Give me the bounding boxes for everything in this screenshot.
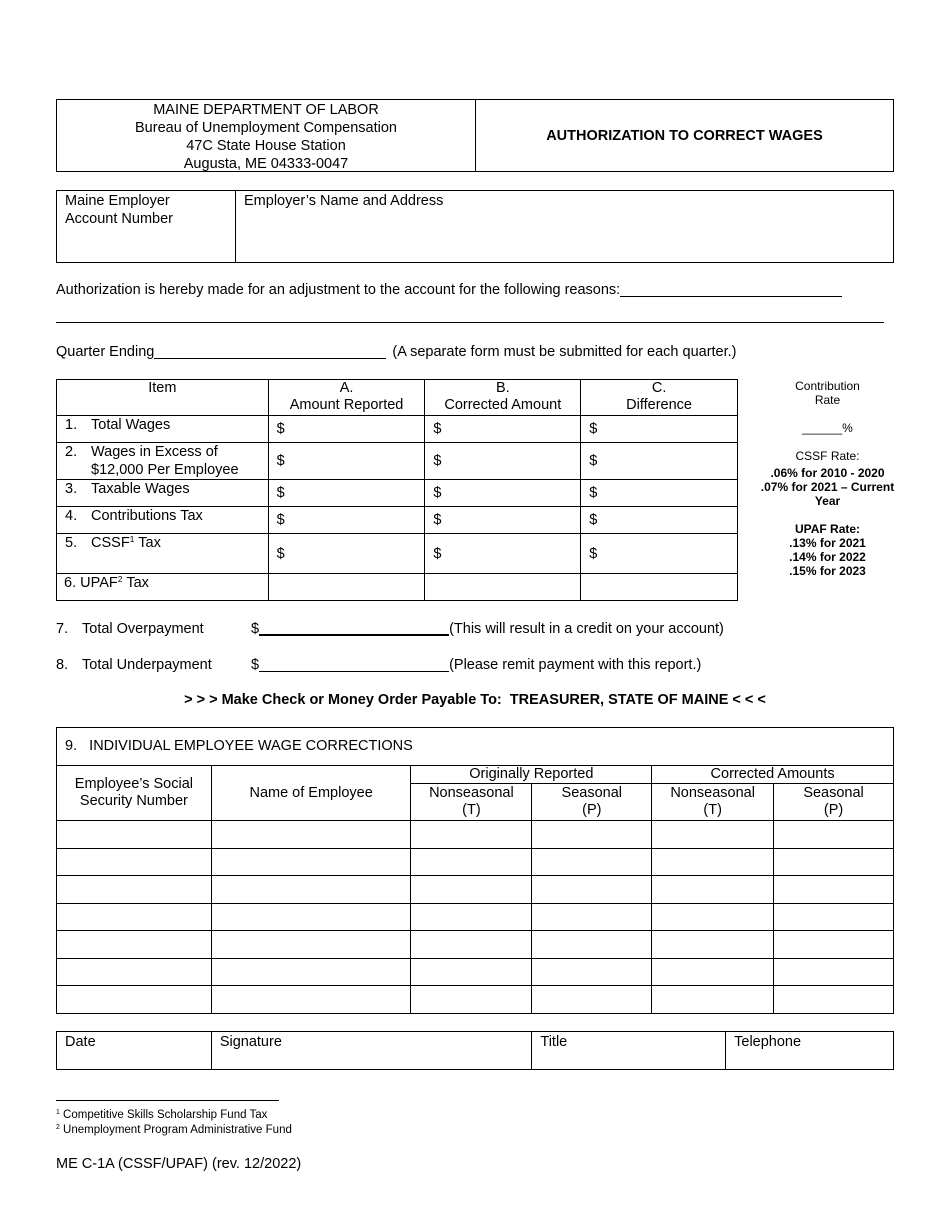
corr-nonseasonal-header: Nonseasonal (T) [652,784,774,821]
orig-seasonal-cell[interactable] [532,986,652,1014]
cssf-tax-reported[interactable]: $ [268,534,425,574]
agency-city: Augusta, ME 04333-0047 [183,156,349,172]
signature-field[interactable] [211,1032,532,1070]
taxable-wages-reported[interactable]: $ [268,480,425,507]
orig-seasonal-cell[interactable] [532,903,652,931]
orig-seasonal-cell[interactable] [532,821,652,849]
ssn-cell[interactable] [57,821,212,849]
orig-seasonal-cell[interactable] [532,848,652,876]
contribution-rate-label-2: Rate [814,393,841,407]
total-wages-difference[interactable]: $ [581,416,738,443]
corr-seasonal-cell[interactable] [774,848,894,876]
name-cell[interactable] [211,848,411,876]
total-overpayment-note: (This will result in a credit on your account) [449,621,724,637]
corr-nonseasonal-cell[interactable] [652,931,774,959]
reason-input-line-1[interactable] [620,281,842,297]
item-label: 3. Taxable Wages [57,480,269,507]
excess-wages-corrected[interactable]: $ [425,443,581,480]
contribution-rate-input[interactable]: ______% [802,421,853,435]
employer-account-label-2: Account Number [65,211,173,227]
employer-name-address-label: Employer’s Name and Address [244,193,444,209]
corr-nonseasonal-cell[interactable] [652,876,774,904]
upaf-rate-title: UPAF Rate: [794,522,861,536]
corr-seasonal-cell[interactable] [774,821,894,849]
orig-nonseasonal-cell[interactable] [411,903,532,931]
corr-nonseasonal-cell[interactable] [652,986,774,1014]
taxable-wages-corrected[interactable]: $ [425,480,581,507]
name-cell[interactable] [211,958,411,986]
table-row [57,903,894,931]
agency-street: 47C State House Station [186,138,346,154]
table-row [57,876,894,904]
name-cell[interactable] [211,986,411,1014]
item-label: 6. UPAF$^2$ Tax [57,574,269,601]
total-overpayment-row [56,620,724,637]
orig-nonseasonal-cell[interactable] [411,876,532,904]
ssn-cell[interactable] [57,986,212,1014]
total-wages-reported[interactable]: $ [268,416,425,443]
corr-seasonal-cell[interactable] [774,931,894,959]
cssf-tax-difference[interactable]: $ [581,534,738,574]
signature-label: Signature [219,1034,282,1050]
row-taxable-wages [57,480,738,507]
wage-correction-table [56,379,738,601]
taxable-wages-difference[interactable]: $ [581,480,738,507]
upaf-rate-line: .13% for 2021 [789,536,866,550]
quarter-note: (A separate form must be submitted for each quarter.) [392,344,737,360]
telephone-field[interactable] [726,1032,894,1070]
employer-account-field[interactable] [57,191,236,262]
row-total-wages [57,416,738,443]
quarter-ending-row [56,343,737,360]
item-label: 1. Total Wages [57,416,269,443]
table-row [57,931,894,959]
orig-nonseasonal-cell[interactable] [411,821,532,849]
date-label: Date [65,1034,96,1050]
item-label: 5. CSSF$^1$ Tax [57,534,269,574]
contribution-rate-label: Contribution [795,379,860,393]
row-upaf-tax [57,574,738,601]
footnote-divider [56,1100,279,1101]
corr-seasonal-cell[interactable] [774,958,894,986]
corrected-amounts-header: Corrected Amounts [652,766,894,784]
orig-seasonal-header: Seasonal (P) [532,784,652,821]
form-id: ME C-1A (CSSF/UPAF) (rev. 12/2022) [56,1156,302,1172]
upaf-tax-corrected[interactable] [425,574,581,601]
name-cell[interactable] [211,903,411,931]
ssn-header: Employee’s Social Security Number [57,766,212,821]
contributions-tax-difference[interactable]: $ [581,507,738,534]
item-header: Item [57,380,269,416]
authorization-statement [56,281,884,298]
total-overpayment-label: Total Overpayment [82,621,204,637]
ssn-cell[interactable] [57,931,212,959]
orig-nonseasonal-header: Nonseasonal (T) [411,784,532,821]
name-cell[interactable] [211,876,411,904]
total-underpayment-note: (Please remit payment with this report.) [449,657,702,673]
total-underpayment-input[interactable] [259,656,449,672]
total-overpayment-input[interactable] [259,620,449,636]
form-header [56,99,894,172]
item-number: 8. [56,657,69,673]
total-underpayment-row [56,656,701,673]
corr-nonseasonal-cell[interactable] [652,958,774,986]
item-label: 4. Contributions Tax [57,507,269,534]
employer-account-label: Maine Employer [65,193,170,209]
employee-wage-corrections-table [56,727,894,1014]
orig-nonseasonal-cell[interactable] [411,931,532,959]
reason-input-line-2[interactable] [56,322,884,323]
agency-address [57,100,476,171]
contributions-tax-reported[interactable]: $ [268,507,425,534]
cssf-rate-title: CSSF Rate: [795,449,860,463]
title-field[interactable] [532,1032,726,1070]
upaf-rate-line: .15% for 2023 [789,564,866,578]
corr-nonseasonal-cell[interactable] [652,821,774,849]
excess-wages-reported[interactable]: $ [268,443,425,480]
authorization-text: Authorization is hereby made for an adjustment to the account for the following reasons: [56,282,621,298]
ssn-cell[interactable] [57,848,212,876]
table-row [57,958,894,986]
quarter-ending-input[interactable] [154,343,386,359]
currency-symbol: $ [251,621,260,637]
corr-seasonal-cell[interactable] [774,986,894,1014]
corr-seasonal-header: Seasonal (P) [774,784,894,821]
telephone-label: Telephone [734,1034,802,1050]
agency-name: MAINE DEPARTMENT OF LABOR [153,102,379,118]
total-wages-corrected[interactable]: $ [425,416,581,443]
item-number: 7. [56,621,69,637]
section-title: 9. INDIVIDUAL EMPLOYEE WAGE CORRECTIONS [57,728,894,766]
contributions-tax-corrected[interactable]: $ [425,507,581,534]
orig-seasonal-cell[interactable] [532,958,652,986]
corr-seasonal-cell[interactable] [774,876,894,904]
upaf-tax-difference[interactable] [581,574,738,601]
row-contributions-tax [57,507,738,534]
orig-seasonal-cell[interactable] [532,931,652,959]
table-row [57,848,894,876]
upaf-tax-reported[interactable] [268,574,425,601]
date-field[interactable] [57,1032,212,1070]
name-cell[interactable] [211,931,411,959]
table-row [57,821,894,849]
signature-block [56,1031,894,1070]
wage-table-header [57,380,738,416]
amount-reported-header: A. Amount Reported [268,380,425,416]
row-cssf-tax [57,534,738,574]
name-cell[interactable] [211,821,411,849]
corrected-amount-header: B. Corrected Amount [425,380,581,416]
corr-seasonal-cell[interactable] [774,903,894,931]
currency-symbol: $ [251,657,260,673]
item-label: 2. Wages in Excess of $12,000 Per Employee [57,443,269,480]
bureau-name: Bureau of Unemployment Compensation [135,120,397,136]
ssn-cell[interactable] [57,958,212,986]
orig-nonseasonal-cell[interactable] [411,986,532,1014]
ssn-cell[interactable] [57,876,212,904]
quarter-ending-label: Quarter Ending [56,344,155,360]
originally-reported-header: Originally Reported [411,766,652,784]
cssf-rate-line: .07% for 2021 – Current [760,480,895,494]
payable-notice: > > > Make Check or Money Order Payable To: TREASURER, STATE OF MAINE < < < [184,692,766,708]
excess-wages-difference[interactable]: $ [581,443,738,480]
cssf-tax-corrected[interactable]: $ [425,534,581,574]
table-row [57,986,894,1014]
rate-info-panel [746,379,909,578]
cssf-rate-line: Year [814,494,841,508]
employer-info [56,190,894,263]
upaf-rate-line: .14% for 2022 [789,550,866,564]
orig-nonseasonal-cell[interactable] [411,848,532,876]
footnote-1: $^1$ Competitive Skills Scholarship Fund Tax [56,1109,268,1121]
form-title: AUTHORIZATION TO CORRECT WAGES [546,127,823,144]
orig-seasonal-cell[interactable] [532,876,652,904]
title-label: Title [540,1034,568,1050]
ssn-cell[interactable] [57,903,212,931]
cssf-rate-line: .06% for 2010 - 2020 [770,466,885,480]
row-excess-wages [57,443,738,480]
employee-name-header: Name of Employee [211,766,411,821]
footnote-2: $^2$ Unemployment Program Administrative Fund [56,1124,292,1136]
total-underpayment-label: Total Underpayment [82,657,212,673]
corr-nonseasonal-cell[interactable] [652,903,774,931]
employer-name-address-field[interactable] [236,191,893,262]
orig-nonseasonal-cell[interactable] [411,958,532,986]
difference-header: C. Difference [581,380,738,416]
corr-nonseasonal-cell[interactable] [652,848,774,876]
